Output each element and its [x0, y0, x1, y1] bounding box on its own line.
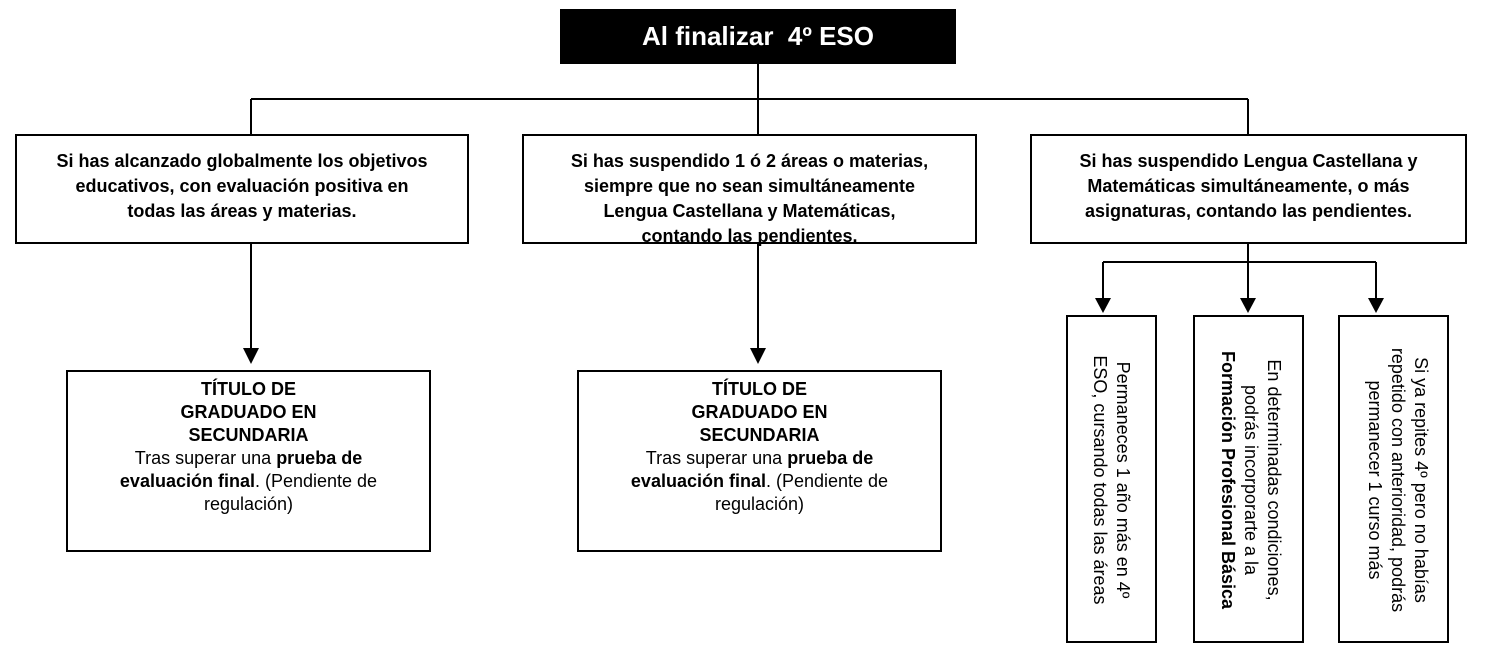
- option-1-line-2: ESO, cursando todas las áreas: [1090, 355, 1110, 605]
- result-2-desc-bold-1: prueba de: [787, 448, 874, 468]
- arrowhead-result-2: [750, 348, 766, 364]
- condition-1-line-2: educativos, con evaluación positiva en: [75, 176, 409, 196]
- result-2-desc-bold-2: evaluación final: [630, 471, 766, 491]
- result-2-desc-line-2: [631, 470, 888, 493]
- result-box-2: [577, 370, 942, 552]
- option-3-line-3: permanecer 1 curso más: [1365, 380, 1385, 580]
- option-3-line-2: repetido con anterioridad, podrás: [1388, 347, 1408, 613]
- condition-1-line-3: todas las áreas y materias.: [127, 201, 357, 221]
- result-1-title-line-3: SECUNDARIA: [188, 425, 309, 445]
- condition-1-line-1: Si has alcanzado globalmente los objetivos: [56, 151, 428, 171]
- arrowhead-option-2: [1240, 298, 1256, 313]
- condition-3-line-1: Si has suspendido Lengua Castellana y: [1079, 151, 1418, 171]
- condition-3-line-3: asignaturas, contando las pendientes.: [1084, 201, 1413, 221]
- result-2-title-line-1: TÍTULO DE: [712, 379, 807, 399]
- result-1-title-line-1: TÍTULO DE: [201, 379, 296, 399]
- condition-2-line-1: Si has suspendido 1 ó 2 áreas o materias,: [570, 151, 929, 171]
- result-1-title-line-2: GRADUADO EN: [180, 402, 317, 422]
- arrowhead-option-1: [1095, 298, 1111, 313]
- condition-2-line-4: contando las pendientes.: [641, 226, 858, 246]
- option-2-text: [1211, 325, 1289, 635]
- condition-box-1: [15, 134, 469, 244]
- option-3-text: [1352, 325, 1440, 635]
- result-1-desc-bold-2: evaluación final: [119, 471, 255, 491]
- result-2-desc-line-1: [646, 447, 873, 470]
- result-1-desc-line-3: regulación): [203, 494, 294, 514]
- result-2-desc-line-3: regulación): [714, 494, 805, 514]
- condition-2-line-2: siempre que no sean simultáneamente: [583, 176, 916, 196]
- option-3-line-1: Si ya repites 4º pero no habías: [1411, 357, 1431, 603]
- root-node: [560, 9, 956, 64]
- option-1-text: [1076, 325, 1146, 635]
- result-1-desc-prefix: Tras superar una: [134, 448, 277, 468]
- option-box-3: [1338, 315, 1449, 643]
- result-2-desc-prefix: Tras superar una: [645, 448, 788, 468]
- condition-box-2: [522, 134, 977, 244]
- root-title: Al finalizar 4º ESO: [641, 21, 874, 51]
- option-1-line-1: Permaneces 1 año más en 4º: [1113, 361, 1133, 599]
- condition-2-line-3: Lengua Castellana y Matemáticas,: [603, 201, 896, 221]
- option-box-2: [1193, 315, 1304, 643]
- option-2-line-1: En determinadas condiciones,: [1264, 359, 1284, 601]
- result-box-1: [66, 370, 431, 552]
- option-2-line-3: [1216, 325, 1239, 635]
- condition-box-3: [1030, 134, 1467, 244]
- condition-3-line-2: Matemáticas simultáneamente, o más: [1087, 176, 1410, 196]
- result-2-title-line-3: SECUNDARIA: [699, 425, 820, 445]
- option-2-line-2: podrás incorporarte a la: [1241, 384, 1261, 576]
- option-box-1: [1066, 315, 1157, 643]
- arrowhead-option-3: [1368, 298, 1384, 313]
- result-1-desc-line-2: [120, 470, 377, 493]
- option-2-bold: Formación Profesional Básica: [1218, 350, 1238, 610]
- result-1-desc-line-1: [135, 447, 362, 470]
- result-2-title-line-2: GRADUADO EN: [691, 402, 828, 422]
- result-1-desc-bold-1: prueba de: [276, 448, 363, 468]
- arrowhead-result-1: [243, 348, 259, 364]
- result-2-desc-suffix: . (Pendiente de: [765, 471, 889, 491]
- result-1-desc-suffix: . (Pendiente de: [254, 471, 378, 491]
